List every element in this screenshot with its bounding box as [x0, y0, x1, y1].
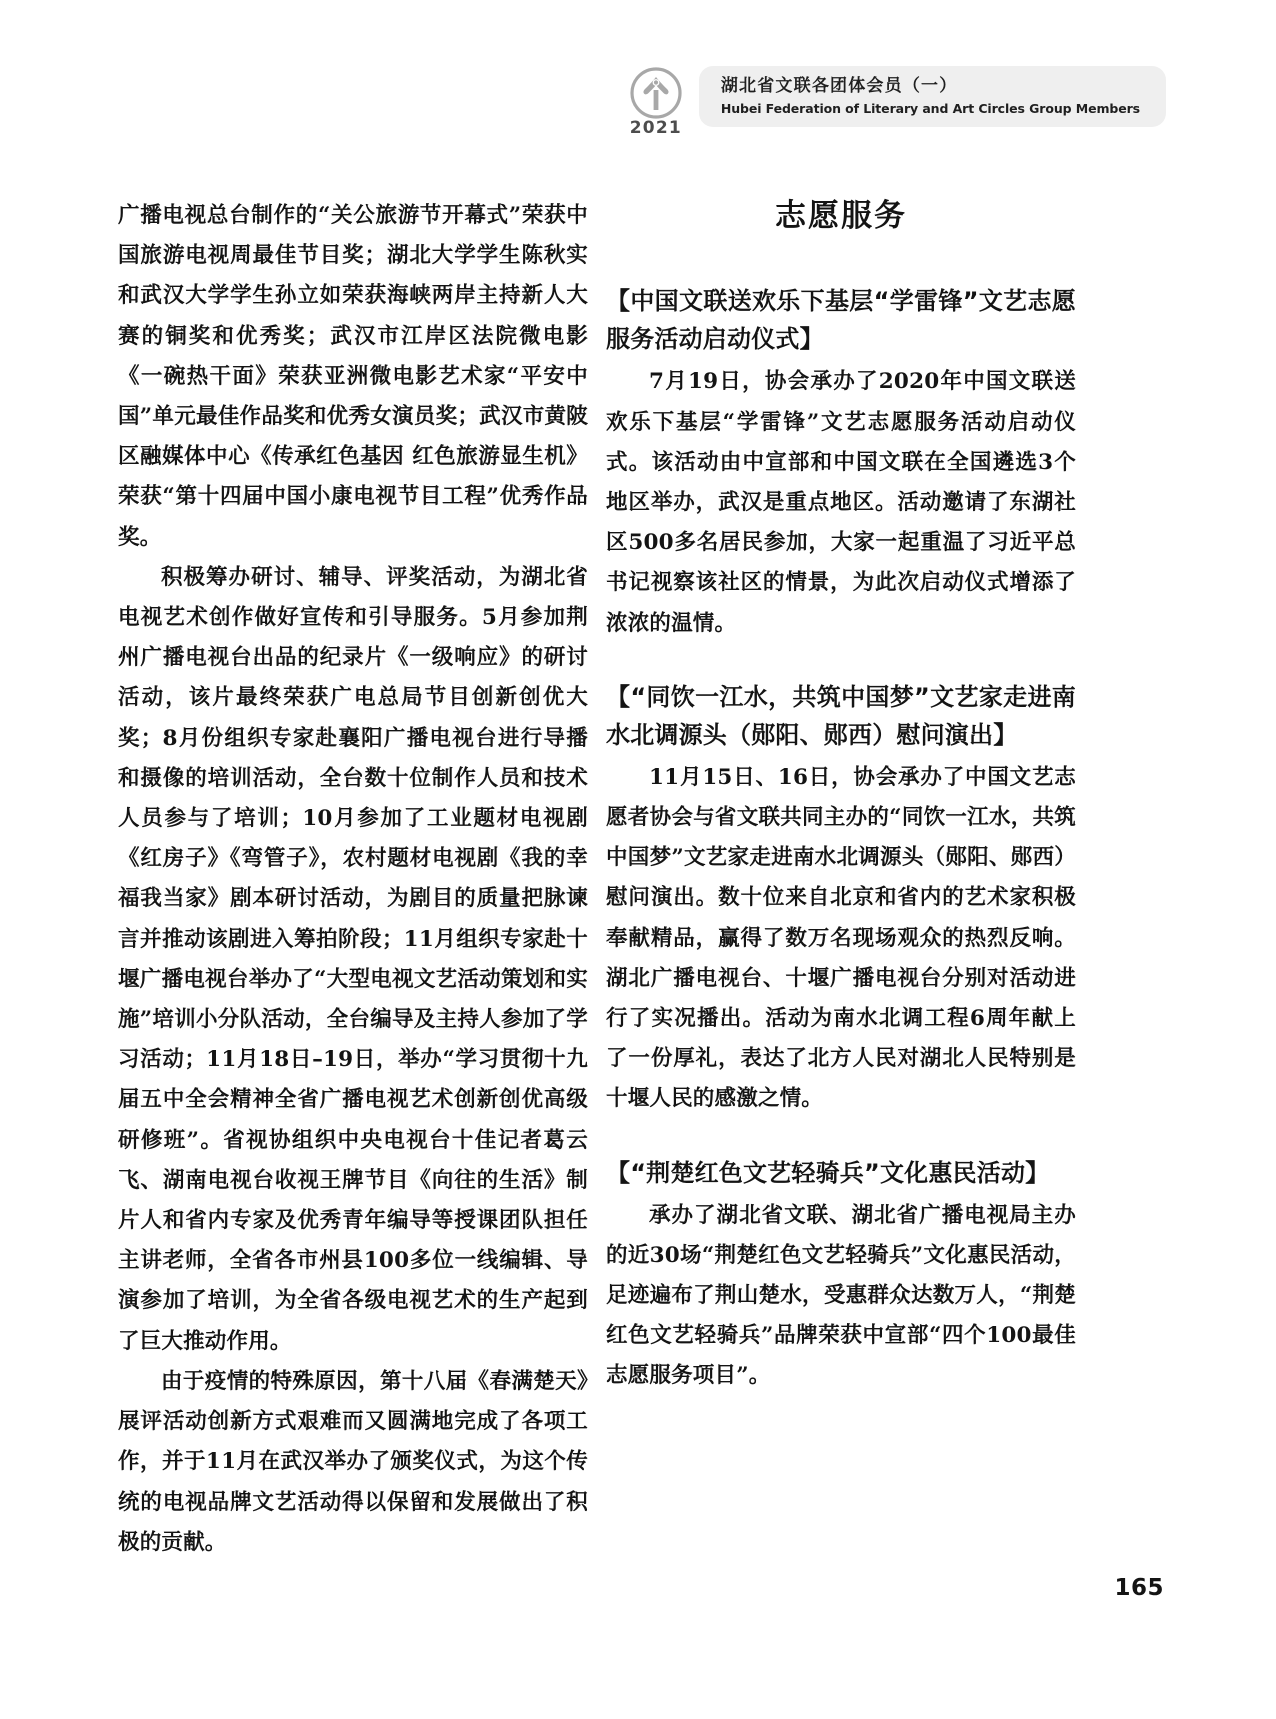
section-heading: 【“荆楚红色文艺轻骑兵”文化惠民活动】: [606, 1158, 1050, 1187]
page-number: 165: [1114, 1575, 1164, 1601]
header-title-chinese: 湖北省文联各团体会员（一）: [720, 76, 958, 96]
header-inner: [623, 66, 1166, 144]
header-title-band: [699, 66, 1166, 127]
body-paragraph: 7月19日，协会承办了2020年中国文联送欢乐下基层“学雷锋”文艺志愿服务活动启动仪式。该活动由中宣部和中国文联在全国遴选3个地区举办，武汉是重点地区。活动邀请了东湖社区500多名居民参加，大家一起重温了习近平总书记视察该社区的情景，为此次启动仪式增添了浓浓的温情。: [606, 369, 1076, 636]
hubei-federation-emblem-icon: [629, 66, 683, 120]
logo-year: 2021: [629, 118, 682, 138]
body-paragraph: 承办了湖北省文联、湖北省广播电视局主办的近30场“荆楚红色文艺轻骑兵”文化惠民活动，足迹遍布了荆山楚水，受惠群众达数万人，“荆楚红色文艺轻骑兵”品牌荣获中宣部“四个100最佳志愿服务项目”。: [606, 1202, 1076, 1389]
left-column: [118, 196, 588, 1563]
section-heading: 【中国文联送欢乐下基层“学雷锋”文艺志愿服务活动启动仪式】: [606, 287, 1076, 354]
section-heading: 【“同饮一江水，共筑中国梦”文艺家走进南水北调源头（郧阳、郧西）慰问演出】: [606, 682, 1076, 749]
body-paragraph: 11月15日、16日，协会承办了中国文艺志愿者协会与省文联共同主办的“同饮一江水，共筑中国梦”文艺家走进南水北调源头（郧阳、郧西）慰问演出。数十位来自北京和省内的艺术家积极奉献精品，赢得了数万名现场观众的热烈反响。湖北广播电视台、十堰广播电视台分别对活动进行了实况播出。活动为南水北调工程6周年献上了一份厚礼，表达了北方人民对湖北人民特别是十堰人民的感激之情。: [606, 764, 1076, 1112]
section-spacer: [606, 1120, 1076, 1154]
body-paragraph: 由于疫情的特殊原因，第十八届《春满楚天》展评活动创新方式艰难而又圆满地完成了各项工作，并于11月在武汉举办了颁奖仪式，为这个传统的电视品牌文艺活动得以保留和发展做出了积极的贡献。: [118, 1368, 588, 1555]
page-title: 志愿服务: [775, 198, 907, 234]
right-column: [606, 196, 1076, 1397]
header-title-english: Hubei Federation of Literary and Art Circles Group Members: [720, 100, 1140, 116]
header-logo: [623, 66, 689, 144]
body-paragraph: 广播电视总台制作的“关公旅游节开幕式”荣获中国旅游电视周最佳节目奖；湖北大学学生陈秋实和武汉大学学生孙立如荣获海峡两岸主持新人大赛的铜奖和优秀奖；武汉市江岸区法院微电影《一碗热干面》荣获亚洲微电影艺术家“平安中国”单元最佳作品奖和优秀女演员奖；武汉市黄陂区融媒体中心《传承红色基因 红色旅游显生机》荣获“第十四届中国小康电视节目工程”优秀作品奖。: [118, 203, 588, 550]
running-header: [0, 0, 1276, 170]
body-paragraph: 积极筹办研讨、辅导、评奖活动，为湖北省电视艺术创作做好宣传和引导服务。5月参加荆州广播电视台出品的纪录片《一级响应》的研讨活动，该片最终荣获广电总局节目创新创优大奖；8月份组织专家赴襄阳广播电视台进行导播和摄像的培训活动，全台数十位制作人员和技术人员参与了培训；10月参加了工业题材电视剧《红房子》《弯管子》，农村题材电视剧《我的幸福我当家》剧本研讨活动，为剧目的质量把脉谏言并推动该剧进入筹拍阶段；11月组织专家赴十堰广播电视台举办了“大型电视文艺活动策划和实施”培训小分队活动，全台编导及主持人参加了学习活动；11月18日–19日，举办“学习贯彻十九届五中全会精神全省广播电视艺术创新创优高级研修班”。省视协组织中央电视台十佳记者葛云飞、湖南电视台收视王牌节目《向往的生活》制片人和省内专家及优秀青年编导等授课团队担任主讲老师，全省各市州县100多位一线编辑、导演参加了培训，为全省各级电视艺术的生产起到了巨大推动作用。: [118, 564, 588, 1354]
section-spacer: [606, 644, 1076, 678]
